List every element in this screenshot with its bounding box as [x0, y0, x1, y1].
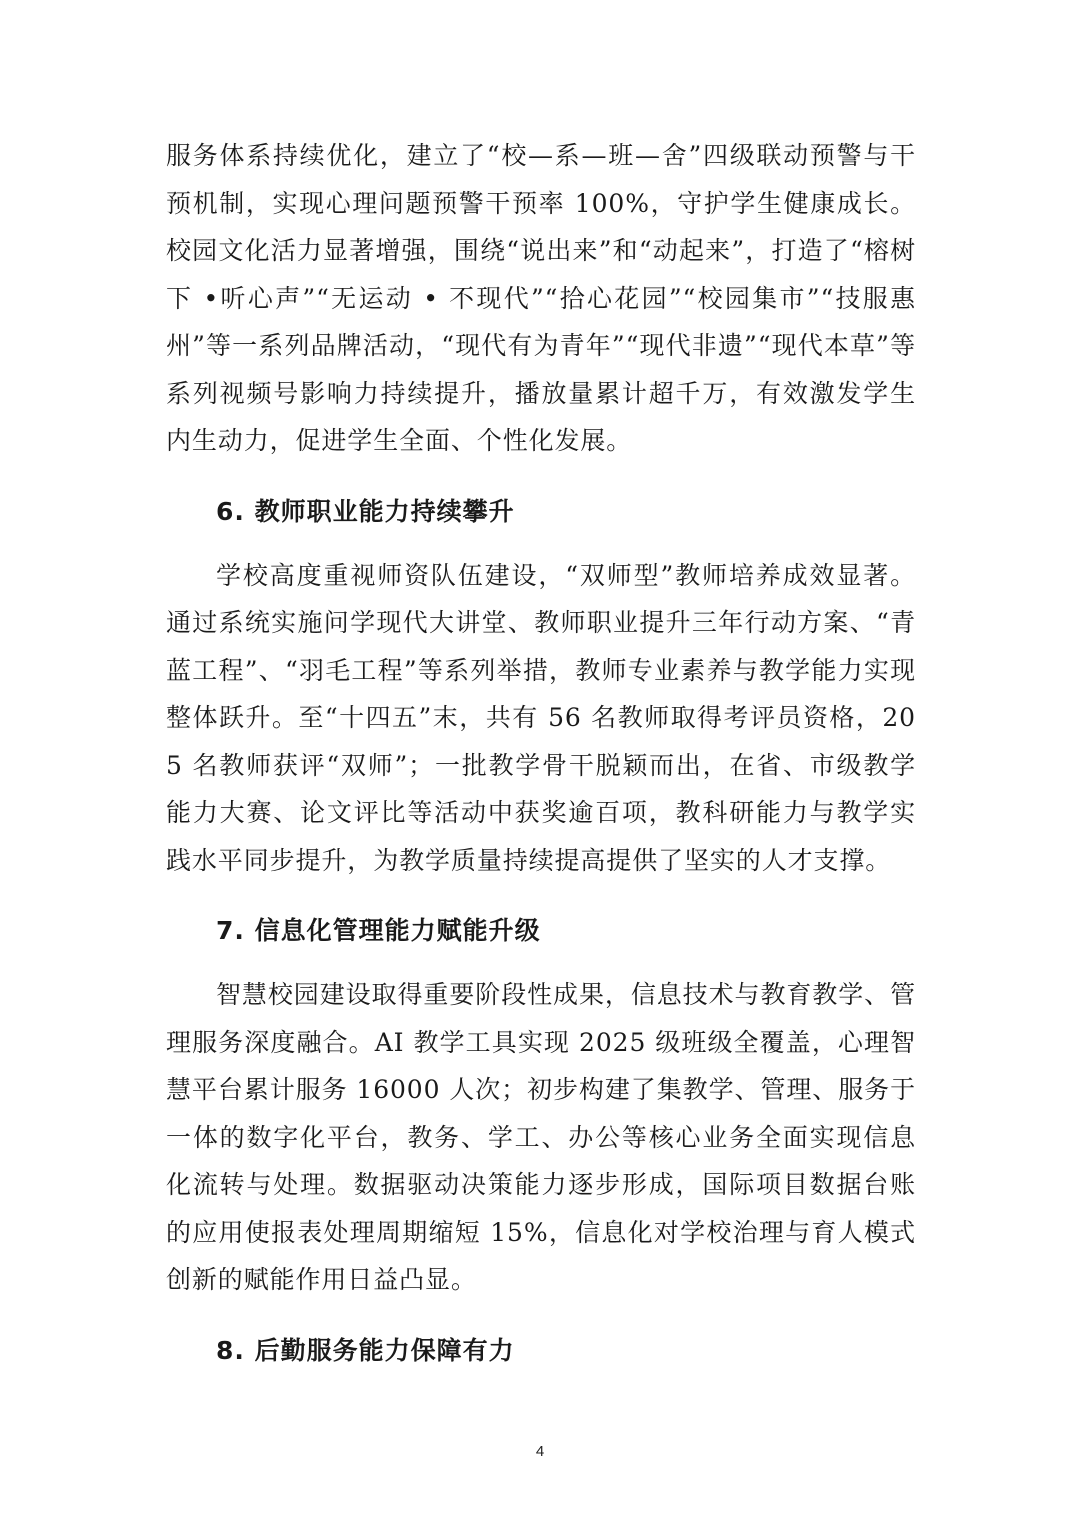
- section-heading-7: 7. 信息化管理能力赋能升级: [216, 916, 541, 945]
- section-heading-6: 6. 教师职业能力持续攀升: [216, 496, 515, 526]
- page-content: [166, 132, 916, 1371]
- page-number: 4: [535, 1443, 545, 1460]
- intro-paragraph: 服务体系持续优化，建立了“校—系—班—舍”四级联动预警与干预机制，实现心理问题预警干预率 100%，守护学生健康成长。校园文化活力显著增强，围绕“说出来”和“动起来”，打造了“榕树下 •听心声”“无运动 • 不现代”“拾心花园”“校园集市”“技服惠州”等一系列品牌活动，“现代有为青年”“现代非遗”“现代本草”等系列视频号影响力持续提升，播放量累计超千万，有效激发学生内生动力，促进学生全面、个性化发展。: [166, 141, 916, 455]
- section-heading-8: 8. 后勤服务能力保障有力: [216, 1335, 515, 1365]
- section-body-6: 学校高度重视师资队伍建设，“双师型”教师培养成效显著。通过系统实施问学现代大讲堂、教师职业提升三年行动方案、“青蓝工程”、“羽毛工程”等系列举措，教师专业素养与教学能力实现整体跃升。至“十四五”末，共有 56 名教师取得考评员资格，205 名教师获评“双师”；一批教学骨干脱颖而出，在省、市级教学能力大赛、论文评比等活动中获奖逾百项，教科研能力与教学实践水平同步提升，为教学质量持续提高提供了坚实的人才支撑。: [166, 560, 916, 875]
- section-body-7: 智慧校园建设取得重要阶段性成果，信息技术与教育教学、管理服务深度融合。AI 教学工具实现 2025 级班级全覆盖，心理智慧平台累计服务 16000 人次；初步构建了集教学、管理、服务于一体的数字化平台，教务、学工、办公等核心业务全面实现信息化流转与处理。数据驱动决策能力逐步形成，国际项目数据台账的应用使报表处理周期缩短 15%，信息化对学校治理与育人模式创新的赋能作用日益凸显。: [166, 980, 916, 1294]
